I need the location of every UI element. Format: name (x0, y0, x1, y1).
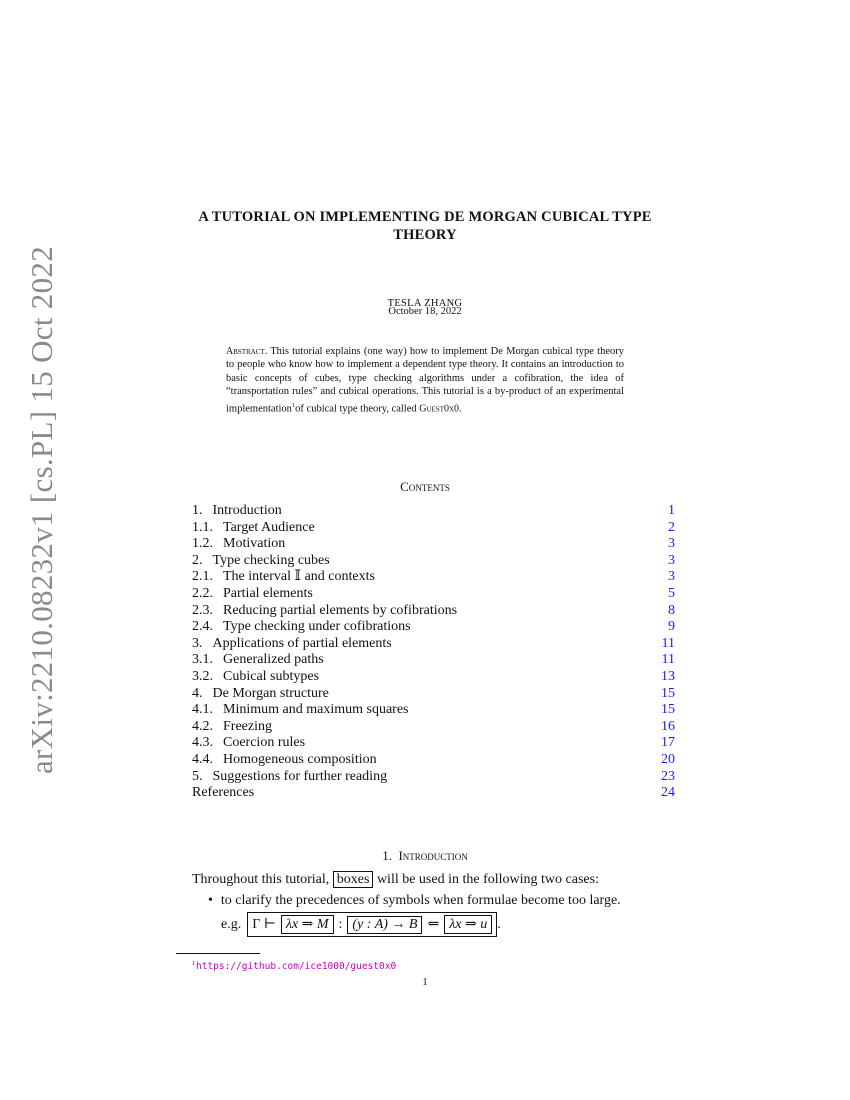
toc-entry-number: 4.2. (192, 718, 213, 734)
toc-entry-number: 2.4. (192, 619, 213, 635)
toc-entry-number: 1.2. (192, 536, 213, 552)
toc-page-link[interactable]: 15 (661, 685, 675, 701)
toc-entry-label (192, 536, 285, 553)
formula-term-box: λx ⇒ M (281, 915, 334, 934)
system-name: Guest0x0 (419, 403, 460, 415)
footnote-marker[interactable]: 1 (291, 401, 296, 409)
toc-entry-number: 3.2. (192, 668, 213, 684)
toc-entry-label (192, 702, 408, 719)
toc-entry-number: 4.1. (192, 702, 213, 718)
toc-entry-title: Generalized paths (223, 652, 324, 668)
formula-arg-box: λx ⇒ u (444, 915, 492, 934)
arxiv-sidebar (22, 245, 62, 775)
toc-page-link[interactable]: 5 (668, 585, 675, 601)
toc-entry[interactable] (192, 785, 675, 802)
abstract-label: Abstract. (226, 346, 268, 357)
abstract: Abstract. This tutorial explains (one way) how to implement De Morgan cubical type theory to people who know how to implement a dependent type theory. It contains an introduction to basic concepts of cubes, type checking algorithms under a cofibration, the idea of “transportation rules” and cubical operations. This tutorial is a by-product of an experimental implementation$^1$of cubical type theory, called Guest0x0. (226, 346, 624, 415)
toc-entry-title: Applications of partial elements (212, 635, 392, 651)
toc-page-link[interactable]: 17 (661, 735, 675, 751)
toc-page-link[interactable]: 24 (661, 785, 675, 801)
toc-entry[interactable] (192, 702, 675, 719)
toc-entry-number: 1.1. (192, 519, 213, 535)
paper-date: October 18, 2022 (388, 306, 462, 317)
toc-page-link[interactable]: 9 (668, 619, 675, 635)
toc-entry[interactable] (192, 769, 675, 786)
toc-entry-title: Cubical subtypes (223, 668, 320, 684)
formula-outer-box: Γ ⊢ λx ⇒ M : (y : A) → B ⇐ λx ⇒ u (247, 912, 497, 937)
toc-entry[interactable] (192, 603, 675, 620)
toc-entry-number: 4. (192, 685, 203, 701)
toc-page-link[interactable]: 2 (668, 519, 675, 535)
toc-entry[interactable] (192, 686, 675, 703)
toc-entry[interactable] (192, 586, 675, 603)
toc-entry-number: 4.4. (192, 751, 213, 767)
toc-page-link[interactable]: 11 (661, 635, 675, 651)
toc-entry-title: Type checking cubes (212, 552, 330, 568)
toc-entry-label (192, 619, 411, 636)
toc-page-link[interactable]: 11 (661, 652, 675, 668)
footnote: $^1$https://github.com/ice1000/guest0x0 (192, 961, 397, 973)
toc-page-link[interactable]: 23 (661, 768, 675, 784)
toc-entry[interactable] (192, 569, 675, 586)
boxed-word: boxes (333, 871, 374, 888)
toc-entry-label (192, 652, 324, 669)
toc-entry-label (192, 719, 272, 736)
toc-entry-label (192, 553, 330, 570)
toc-entry[interactable] (192, 735, 675, 752)
toc-entry-label (192, 520, 315, 537)
contents-heading: Contents (400, 479, 450, 494)
bullet-icon: • (208, 893, 213, 908)
toc-page-link[interactable]: 3 (668, 552, 675, 568)
paper-title: A TUTORIAL ON IMPLEMENTING DE MORGAN CUBICAL TYPE THEORY (198, 209, 652, 243)
toc-entry-title: References (192, 785, 255, 801)
toc-entry-label (192, 686, 329, 703)
toc-entry-title: Minimum and maximum squares (223, 702, 409, 718)
footnote-divider (176, 953, 260, 954)
toc-entry-title: De Morgan structure (212, 685, 329, 701)
toc-entry-label (192, 735, 305, 752)
toc-entry-title: Freezing (223, 718, 272, 734)
toc-entry[interactable] (192, 553, 675, 570)
toc-entry-label (192, 586, 313, 603)
section-heading: 1. Introduction (382, 848, 468, 863)
toc-entry-title: Coercion rules (223, 735, 306, 751)
toc-entry-label (192, 669, 319, 686)
toc-page-link[interactable]: 1 (668, 503, 675, 518)
toc-entry-number: 2. (192, 552, 203, 568)
toc-entry-title: Partial elements (223, 585, 313, 601)
toc-entry[interactable] (192, 503, 675, 520)
toc-entry[interactable] (192, 752, 675, 769)
toc-entry-label (192, 785, 254, 802)
toc-entry[interactable] (192, 520, 675, 537)
toc-entry-number: 3.1. (192, 652, 213, 668)
toc-entry-number: 1. (192, 503, 203, 518)
toc-entry[interactable] (192, 636, 675, 653)
footnote-link[interactable]: https://github.com/ice1000/guest0x0 (196, 961, 397, 973)
toc-entry-number: 2.3. (192, 602, 213, 618)
toc-entry[interactable] (192, 652, 675, 669)
toc-entry-label (192, 769, 387, 786)
page-number: 1 (422, 977, 428, 988)
toc-entry-title: The interval 𝕀 and contexts (223, 569, 375, 585)
toc-entry-number: 3. (192, 635, 203, 651)
toc-page-link[interactable]: 20 (661, 751, 675, 767)
toc-entry-number: 5. (192, 768, 203, 784)
toc-entry-title: Type checking under cofibrations (223, 619, 411, 635)
toc-entry[interactable] (192, 669, 675, 686)
toc-page-link[interactable]: 13 (661, 668, 675, 684)
toc-page-link[interactable]: 8 (668, 602, 675, 618)
toc-entry-number: 2.1. (192, 569, 213, 585)
intro-paragraph: Throughout this tutorial, boxes will be used in the following two cases: (192, 872, 599, 887)
formula-type-box: (y : A) → B (347, 916, 422, 934)
toc-entry-label (192, 503, 282, 520)
toc-entry[interactable] (192, 719, 675, 736)
table-of-contents (192, 503, 675, 802)
abstract-text: This tutorial explains (one way) how to implement De Morgan cubical type theory to people who know how to implement a dependent type theory. It contains an introduction to basic concepts of cubes, type checking algorithms under a cofibration, the idea of “transportation rules” and cubical operations. This tutorial is a by-product of an experimental implementation (226, 346, 624, 415)
toc-page-link[interactable]: 3 (668, 536, 675, 552)
arxiv-identifier: arXiv:2210.08232v1 [cs.PL] 15 Oct 2022 (24, 245, 59, 775)
toc-entry-label (192, 636, 392, 653)
toc-entry-title: Target Audience (223, 519, 315, 535)
list-item: • to clarify the precedences of symbols when formulae become too large. (208, 893, 621, 908)
toc-entry[interactable] (192, 536, 675, 553)
author-name: TESLA ZHANG (387, 298, 463, 309)
toc-entry[interactable] (192, 619, 675, 636)
abstract-text-continued: of cubical type theory, called (295, 403, 420, 415)
toc-entry-number: 2.2. (192, 585, 213, 601)
toc-entry-title: Suggestions for further reading (212, 768, 388, 784)
toc-entry-title: Motivation (223, 536, 286, 552)
toc-entry-title: Reducing partial elements by cofibrations (223, 602, 458, 618)
toc-entry-title: Introduction (212, 503, 282, 518)
toc-entry-title: Homogeneous composition (223, 751, 377, 767)
toc-entry-label (192, 569, 375, 586)
toc-page-link[interactable]: 3 (668, 569, 675, 585)
toc-page-link[interactable]: 15 (661, 702, 675, 718)
toc-page-link[interactable]: 16 (661, 718, 675, 734)
toc-entry-label (192, 603, 457, 620)
toc-entry-number: 4.3. (192, 735, 213, 751)
example-formula: e.g. Γ ⊢ λx ⇒ M : (y : A) → B ⇐ λx ⇒ u . (221, 912, 501, 937)
toc-entry-label (192, 752, 377, 769)
